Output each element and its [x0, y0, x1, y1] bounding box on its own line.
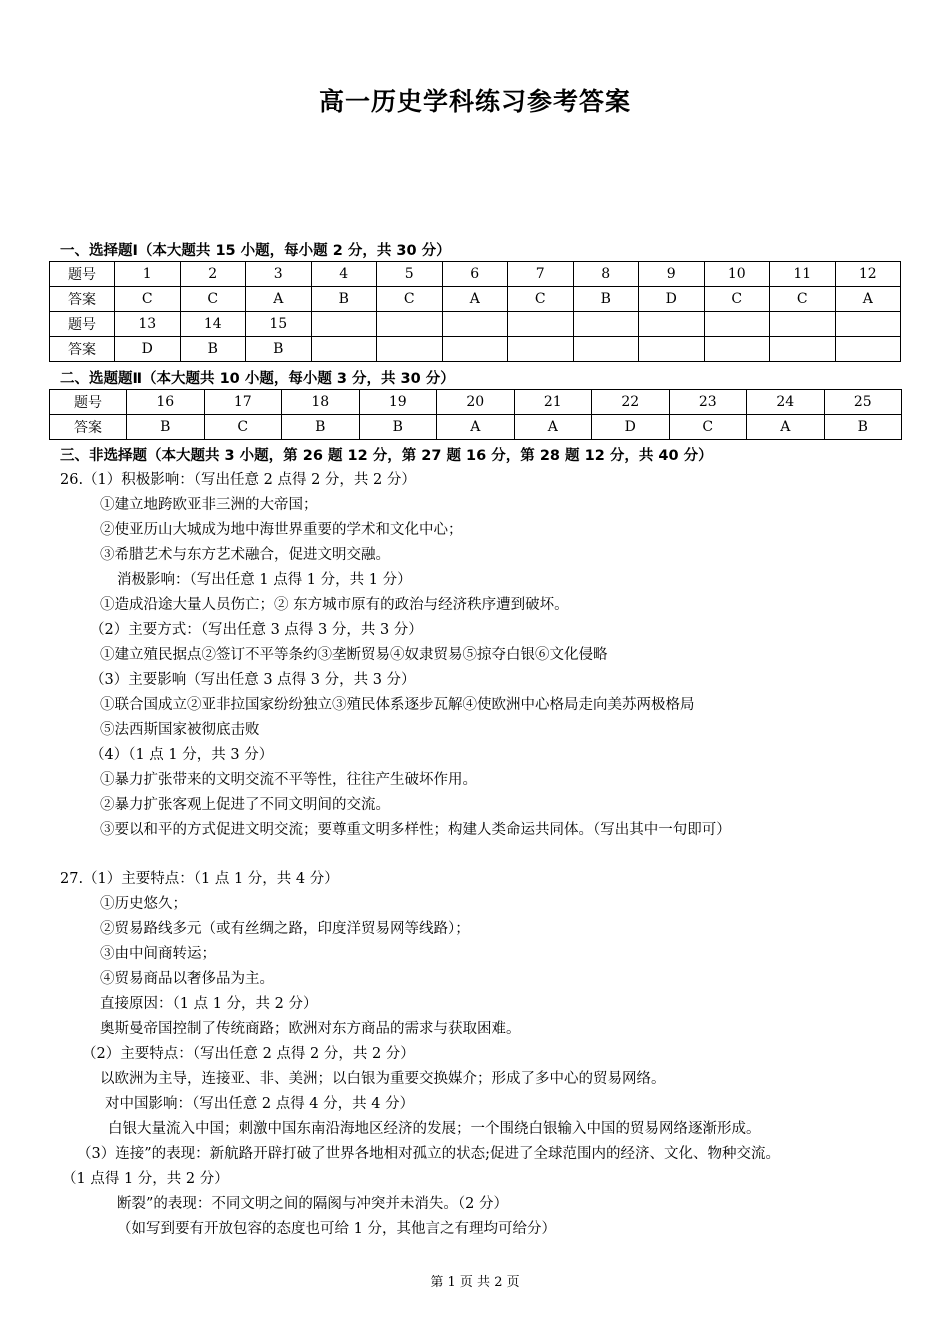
answer-label: 答案 — [50, 415, 127, 440]
table-cell: 2 — [180, 262, 246, 287]
table-cell: D — [115, 337, 181, 362]
table-cell: 20 — [437, 390, 515, 415]
table-cell — [377, 337, 443, 362]
table-row — [50, 312, 901, 337]
answer-line: ②贸易路线多元（或有丝绸之路，印度洋贸易网等线路）； — [100, 921, 470, 937]
table-cell: C — [508, 287, 574, 312]
table-cell: 10 — [704, 262, 770, 287]
answer-line: ②使亚历山大城成为地中海世界重要的学术和文化中心； — [100, 522, 463, 538]
table-cell: 5 — [377, 262, 443, 287]
table-cell — [770, 312, 836, 337]
answer-line: （2）主要特点：（写出任意 2 点得 2 分，共 2 分） — [82, 1046, 415, 1062]
table-cell: 3 — [246, 262, 312, 287]
table-cell: A — [514, 415, 592, 440]
table-cell: A — [442, 287, 508, 312]
answer-line: ③要以和平的方式促进文明交流；要尊重文明多样性；构建人类命运共同体。（写出其中一句即可） — [100, 822, 731, 838]
table-cell: 14 — [180, 312, 246, 337]
page-footer: 第 1 页 共 2 页 — [430, 1275, 520, 1290]
table-cell — [770, 337, 836, 362]
table-cell — [573, 337, 639, 362]
answer-line: 26.（1）积极影响：（写出任意 2 点得 2 分，共 2 分） — [60, 472, 416, 488]
answer-line: ①历史悠久； — [100, 896, 187, 912]
answer-line: 以欧洲为主导，连接亚、非、美洲；以白银为重要交换媒介；形成了多中心的贸易网络。 — [100, 1071, 666, 1087]
answer-line: （3）主要影响（写出任意 3 点得 3 分，共 3 分） — [90, 672, 416, 688]
table-row — [50, 415, 902, 440]
table-cell: 23 — [669, 390, 747, 415]
table-cell: 11 — [770, 262, 836, 287]
table-cell: C — [770, 287, 836, 312]
table-cell: B — [180, 337, 246, 362]
table-cell: C — [669, 415, 747, 440]
question-number-label: 题号 — [50, 390, 127, 415]
table-cell — [835, 337, 901, 362]
table-cell: 8 — [573, 262, 639, 287]
table-cell: 24 — [747, 390, 825, 415]
table-cell: A — [747, 415, 825, 440]
table-cell: A — [437, 415, 515, 440]
table-cell: C — [180, 287, 246, 312]
answer-line: ④贸易商品以奢侈品为主。 — [100, 971, 274, 987]
table-cell: A — [246, 287, 312, 312]
answer-line: 奥斯曼帝国控制了传统商路；欧洲对东方商品的需求与获取困难。 — [100, 1021, 521, 1037]
table-cell — [835, 312, 901, 337]
answer-label: 答案 — [50, 337, 115, 362]
table-cell — [639, 337, 705, 362]
table-cell: 19 — [359, 390, 437, 415]
table-cell: B — [573, 287, 639, 312]
table-cell — [442, 337, 508, 362]
answer-line: 直接原因：（1 点 1 分，共 2 分） — [100, 996, 318, 1012]
table-row — [50, 287, 901, 312]
answer-line: 27.（1）主要特点：（1 点 1 分，共 4 分） — [60, 871, 339, 887]
table-cell — [311, 312, 377, 337]
table-cell: 25 — [824, 390, 902, 415]
table-cell: D — [639, 287, 705, 312]
answer-line: 对中国影响：（写出任意 2 点得 4 分，共 4 分） — [105, 1096, 415, 1112]
table-cell — [311, 337, 377, 362]
answer-line: （如写到要有开放包容的态度也可给 1 分，其他言之有理均可给分） — [117, 1221, 556, 1237]
section2-answer-table — [49, 389, 902, 440]
answer-line: 断裂”的表现：不同文明之间的隔阂与冲突并未消失。（2 分） — [117, 1196, 508, 1212]
answer-line: ③希腊艺术与东方艺术融合，促进文明交融。 — [100, 547, 390, 563]
table-cell: 12 — [835, 262, 901, 287]
answer-line: ②暴力扩张客观上促进了不同文明间的交流。 — [100, 797, 390, 813]
table-cell: B — [824, 415, 902, 440]
table-cell — [508, 312, 574, 337]
table-cell: D — [592, 415, 670, 440]
question-number-label: 题号 — [50, 312, 115, 337]
table-cell — [704, 312, 770, 337]
question-number-label: 题号 — [50, 262, 115, 287]
table-cell: B — [359, 415, 437, 440]
table-cell: B — [246, 337, 312, 362]
answer-line: 白银大量流入中国；刺激中国东南沿海地区经济的发展；一个围绕白银输入中国的贸易网络逐渐形成。 — [108, 1121, 761, 1137]
table-cell — [377, 312, 443, 337]
table-cell: 9 — [639, 262, 705, 287]
table-cell: 18 — [282, 390, 360, 415]
table-cell: B — [311, 287, 377, 312]
table-cell: 21 — [514, 390, 592, 415]
table-cell — [442, 312, 508, 337]
answer-line: ⑤法西斯国家被彻底击败 — [100, 722, 260, 738]
table-cell: 4 — [311, 262, 377, 287]
answer-line: ①联合国成立②亚非拉国家纷纷独立③殖民体系逐步瓦解④使欧洲中心格局走向美苏两极格局 — [100, 697, 695, 713]
answer-line: 消极影响：（写出任意 1 点得 1 分，共 1 分） — [117, 572, 412, 588]
table-cell: 16 — [127, 390, 205, 415]
section1-heading: 一、选择题Ⅰ（本大题共 15 小题，每小题 2 分，共 30 分） — [60, 243, 451, 259]
table-row — [50, 390, 902, 415]
table-cell: 17 — [204, 390, 282, 415]
answer-label: 答案 — [50, 287, 115, 312]
answer-line: ③由中间商转运； — [100, 946, 216, 962]
table-cell: 7 — [508, 262, 574, 287]
section2-heading: 二、选题题Ⅱ（本大题共 10 小题，每小题 3 分，共 30 分） — [60, 371, 455, 387]
table-cell: 6 — [442, 262, 508, 287]
table-cell — [573, 312, 639, 337]
answer-line: ①暴力扩张带来的文明交流不平等性，往往产生破坏作用。 — [100, 772, 477, 788]
table-row — [50, 337, 901, 362]
answer-line: （2）主要方式：（写出任意 3 点得 3 分，共 3 分） — [90, 622, 423, 638]
table-cell: C — [377, 287, 443, 312]
table-cell: B — [282, 415, 360, 440]
table-cell: A — [835, 287, 901, 312]
table-row — [50, 262, 901, 287]
table-cell: 22 — [592, 390, 670, 415]
table-cell — [508, 337, 574, 362]
table-cell: B — [127, 415, 205, 440]
table-cell: 13 — [115, 312, 181, 337]
table-cell: 15 — [246, 312, 312, 337]
table-cell: 1 — [115, 262, 181, 287]
answer-line: ①造成沿途大量人员伤亡；② 东方城市原有的政治与经济秩序遭到破坏。 — [100, 597, 569, 613]
answer-line: （4）（1 点 1 分，共 3 分） — [90, 747, 274, 763]
answer-line: ①建立殖民据点②签订不平等条约③垄断贸易④奴隶贸易⑤掠夺白银⑥文化侵略 — [100, 647, 608, 663]
section3-heading: 三、非选择题（本大题共 3 小题，第 26 题 12 分，第 27 题 16 分，第 28 题 12 分，共 40 分） — [60, 448, 713, 464]
answer-line: ①建立地跨欧亚非三洲的大帝国； — [100, 497, 318, 513]
table-cell — [639, 312, 705, 337]
section1-answer-table — [49, 261, 901, 362]
answer-line: （1 点得 1 分，共 2 分） — [62, 1171, 229, 1187]
table-cell: C — [204, 415, 282, 440]
answer-line: （3）连接”的表现：新航路开辟打破了世界各地相对孤立的状态;促进了全球范围内的经济、文化、物种交流。 — [77, 1146, 781, 1162]
table-cell: C — [704, 287, 770, 312]
page-title: 高一历史学科练习参考答案 — [318, 87, 631, 116]
table-cell — [704, 337, 770, 362]
table-cell: C — [115, 287, 181, 312]
